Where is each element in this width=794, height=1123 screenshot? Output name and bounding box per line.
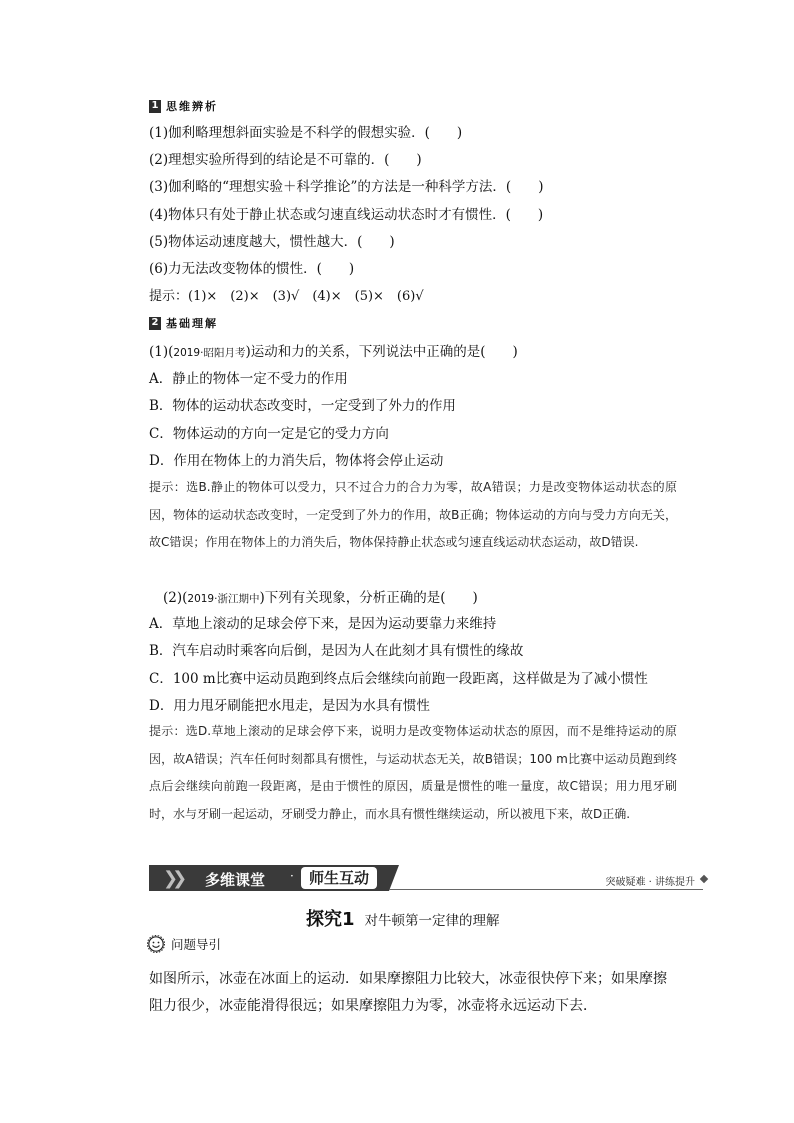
diamond-icon xyxy=(700,875,708,883)
section-title: 基础理解 xyxy=(166,317,218,330)
guide-title: 问题导引 xyxy=(171,937,222,952)
question-1-stem: (1)(2019·昭阳月考)运动和力的关系，下列说法中正确的是( ) xyxy=(149,344,518,360)
question-2-stem: (2)(2019·浙江期中)下列有关现象，分析正确的是( ) xyxy=(163,590,478,606)
answer-hint: 提示：(1)× (2)× (3)√ (4)× (5)× (6)√ xyxy=(149,289,424,304)
judgement-item: (1)伽利略理想斜面实验是不科学的假想实验．( ) xyxy=(149,125,463,141)
banner-subtitle: 突破疑难 · 讲练提升 xyxy=(605,877,695,888)
question-option: C．100 m比赛中运动员跑到终点后会继续向前跑一段距离，这样做是为了减小惯性 xyxy=(149,671,648,687)
section-basic-heading xyxy=(149,315,218,331)
guide-paragraph: 如图所示，冰壶在冰面上的运动．如果摩擦阻力比较大，冰壶很快停下来；如果摩擦阻力很少，冰壶能滑得很远；如果摩擦阻力为零，冰壶将永远运动下去． xyxy=(149,971,667,1014)
judgement-item: (4)物体只有处于静止状态或匀速直线运动状态时才有惯性．( ) xyxy=(149,207,544,223)
section-thinking-heading xyxy=(149,98,218,114)
banner-pill-label: 师生互动 xyxy=(301,867,377,889)
banner-separator: · xyxy=(290,869,294,883)
question-option: D．用力甩牙刷能把水甩走，是因为水具有惯性 xyxy=(149,698,430,714)
question-option: B．物体的运动状态改变时，一定受到了外力的作用 xyxy=(149,398,456,414)
section-number-badge: 1 xyxy=(149,100,161,113)
banner-title: 多维课堂 xyxy=(205,871,266,889)
question-option: A．草地上滚动的足球会停下来，是因为运动要靠力来维持 xyxy=(149,616,497,632)
question-option: A．静止的物体一定不受力的作用 xyxy=(149,371,348,387)
smiley-icon xyxy=(147,935,165,953)
section-title: 思维辨析 xyxy=(166,100,218,113)
question-source: 2019·昭阳月考 xyxy=(173,347,246,359)
judgement-item: (5)物体运动速度越大，惯性越大．( ) xyxy=(149,234,395,250)
section-banner xyxy=(149,865,709,891)
double-chevron-icon: ❯❯ xyxy=(163,868,182,889)
banner-divider xyxy=(389,889,703,890)
explore-title: 探究1 xyxy=(306,909,355,930)
question-source: 2019·浙江期中 xyxy=(187,593,260,605)
question-option: C．物体运动的方向一定是它的受力方向 xyxy=(149,426,389,442)
judgement-item: (6)力无法改变物体的惯性．( ) xyxy=(149,261,355,277)
explore-subtitle: 对牛顿第一定律的理解 xyxy=(364,913,500,929)
question-2-hint: 提示：选D.草地上滚动的足球会停下来，说明力是改变物体运动状态的原因，而不是维持运动的原因，故A错误；汽车任何时刻都具有惯性，与运动状态无关，故B错误；100 m比赛中运动员跑到终点后会继续向前跑一段距离，是由于惯性的原因，质量是惯性的唯一量度，故C错误；用力甩牙刷时，水与牙刷一起运动，牙刷受力静止，而水具有惯性继续运动，所以被甩下来，故D正确. xyxy=(149,724,677,821)
judgement-item: (2)理想实验所得到的结论是不可靠的．( ) xyxy=(149,152,422,168)
judgement-item: (3)伽利略的“理想实验＋科学推论”的方法是一种科学方法．( ) xyxy=(149,179,544,195)
question-option: B．汽车启动时乘客向后倒，是因为人在此刻才具有惯性的缘故 xyxy=(149,643,524,659)
question-option: D．作用在物体上的力消失后，物体将会停止运动 xyxy=(149,453,444,469)
question-guide-heading xyxy=(147,935,221,953)
section-number-badge: 2 xyxy=(149,317,161,330)
question-1-hint: 提示：选B.静止的物体可以受力，只不过合力的合力为零，故A错误；力是改变物体运动状态的原因，物体的运动状态改变时，一定受到了外力的作用，故B正确；物体运动的方向与受力方向无关，故C错误；作用在物体上的力消失后，物体保持静止状态或匀速直线运动状态运动，故D错误. xyxy=(149,480,677,549)
explore-heading xyxy=(306,905,500,931)
